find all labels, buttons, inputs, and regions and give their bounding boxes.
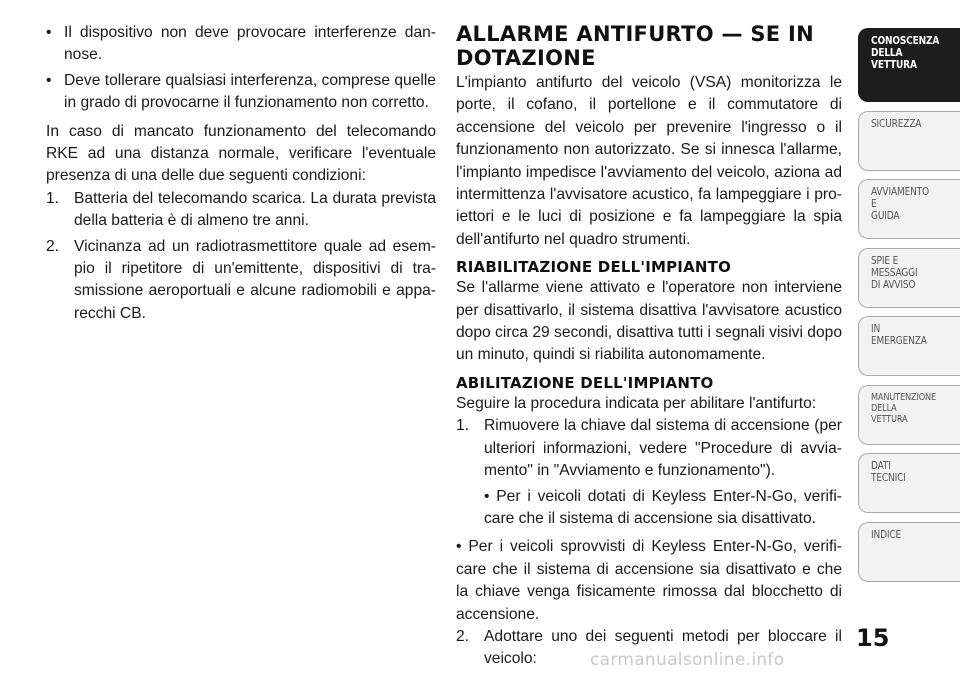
bullet-item	[46, 70, 436, 115]
item-number: 1.	[456, 417, 470, 435]
tab-indice[interactable]	[858, 522, 960, 582]
tab-conoscenza-della-vettura[interactable]	[858, 28, 960, 102]
tab-in-emergenza[interactable]	[858, 316, 960, 376]
paragraph: Seguire la procedura indicata per abilitare l'antifurto:	[456, 394, 817, 412]
tab-dati-tecnici[interactable]	[858, 453, 960, 513]
tab-label: SPIE E MESSAGGI DI AVVISO	[871, 253, 918, 291]
sub-bullet-item	[456, 486, 842, 531]
item-number: 1.	[46, 189, 60, 207]
tab-label: MANUTENZIONE DELLA VETTURA	[871, 391, 936, 425]
tab-label: IN EMERGENZA	[871, 322, 927, 347]
watermark: carmanualsonline.info	[590, 650, 785, 670]
subsection-title: RIABILITAZIONE DELL'IMPIANTO	[456, 258, 732, 277]
paragraph: • Per i veicoli sprovvisti di Keyless Enter-N-Go, verifi-care che il sistema di accensione sia disattivato e che la chiave venga fisicamente rimossa dal blocchetto di accensione.	[456, 538, 842, 623]
chapter-tabs	[858, 28, 960, 590]
paragraph: In caso di mancato funzionamento del telecomando RKE ad una distanza normale, verificare l'eventuale presenza di una delle due seguenti condizioni:	[46, 122, 436, 185]
item-text: Batteria del telecomando scarica. La durata prevista della batteria è di almeno tre anni.	[74, 189, 436, 230]
item-text: Adottare uno dei seguenti metodi per bloccare il veicolo:	[484, 627, 842, 668]
tab-label: AVVIAMENTO E GUIDA	[871, 185, 929, 222]
bullet-item	[46, 22, 436, 67]
paragraph: L'impianto antifurto del veicolo (VSA) monitorizza le porte, il cofano, il portellone e il commutatore di accensione del veicolo per prevenire l'ingresso o il funzionamento non autorizzato. Se si innesca l'allarme, l'impianto impedisce l'avviamento del veicolo, aziona ad intermittenza l'avvisatore acustico, fa lampeggiare i pro-iettori e le luci di posizione e fa lampeggiare la spia dell'antifurto nel quadro strumenti.	[456, 74, 842, 248]
bullet-marker: •	[46, 24, 52, 41]
bullet-marker: •	[46, 71, 52, 89]
bullet-text: Il dispositivo non deve provocare interferenze dan-nose.	[64, 24, 436, 64]
item-number: 2.	[46, 237, 60, 255]
item-text: Rimuovere la chiave dal sistema di accensione (per ulteriori informazioni, vedere "Procedure di avvia-mento" in "Avviamento e funzionamento").	[484, 417, 842, 480]
bullet-text: Deve tollerare qualsiasi interferenza, comprese quelle in grado di provocarne il funzionamento non corretto.	[64, 71, 436, 112]
tab-label: INDICE	[871, 527, 902, 541]
right-column	[456, 22, 842, 671]
item-text: Vicinanza ad un radiotrasmettitore quale ad esem-pio il ripetitore di un'emittente, dispositivi di tra-smissione aeroportuali e alcune radiomobili e appa-recchi CB.	[74, 237, 436, 322]
tab-avviamento-e-guida[interactable]	[858, 179, 960, 239]
tab-label: CONOSCENZA DELLA VETTURA	[871, 34, 940, 71]
tab-spie-e-messaggi[interactable]	[858, 248, 960, 308]
item-number: 2.	[456, 627, 470, 645]
tab-label: SICUREZZA	[871, 116, 922, 130]
tab-sicurezza[interactable]	[858, 111, 960, 171]
tab-label: DATI TECNICI	[871, 459, 906, 484]
page-number: 15	[856, 624, 890, 652]
sub-bullet-text: • Per i veicoli dotati di Keyless Enter-N-Go, verifi-care che il sistema di accensione sia disattivato.	[484, 487, 842, 527]
section-title: ALLARME ANTIFURTO — SE IN DOTAZIONE	[456, 22, 815, 70]
numbered-item	[46, 188, 436, 233]
tab-manutenzione[interactable]	[858, 385, 960, 445]
subsection-title: ABILITAZIONE DELL'IMPIANTO	[456, 373, 714, 392]
left-column	[46, 22, 436, 325]
paragraph: Se l'allarme viene attivato e l'operatore non interviene per disattivarlo, il sistema disattiva l'avvisatore acustico dopo circa 29 secondi, disattiva tutti i segnali visivi dopo un minuto, quindi si riabilita autonomamente.	[456, 279, 842, 364]
numbered-item	[456, 415, 842, 482]
numbered-item	[46, 236, 436, 326]
